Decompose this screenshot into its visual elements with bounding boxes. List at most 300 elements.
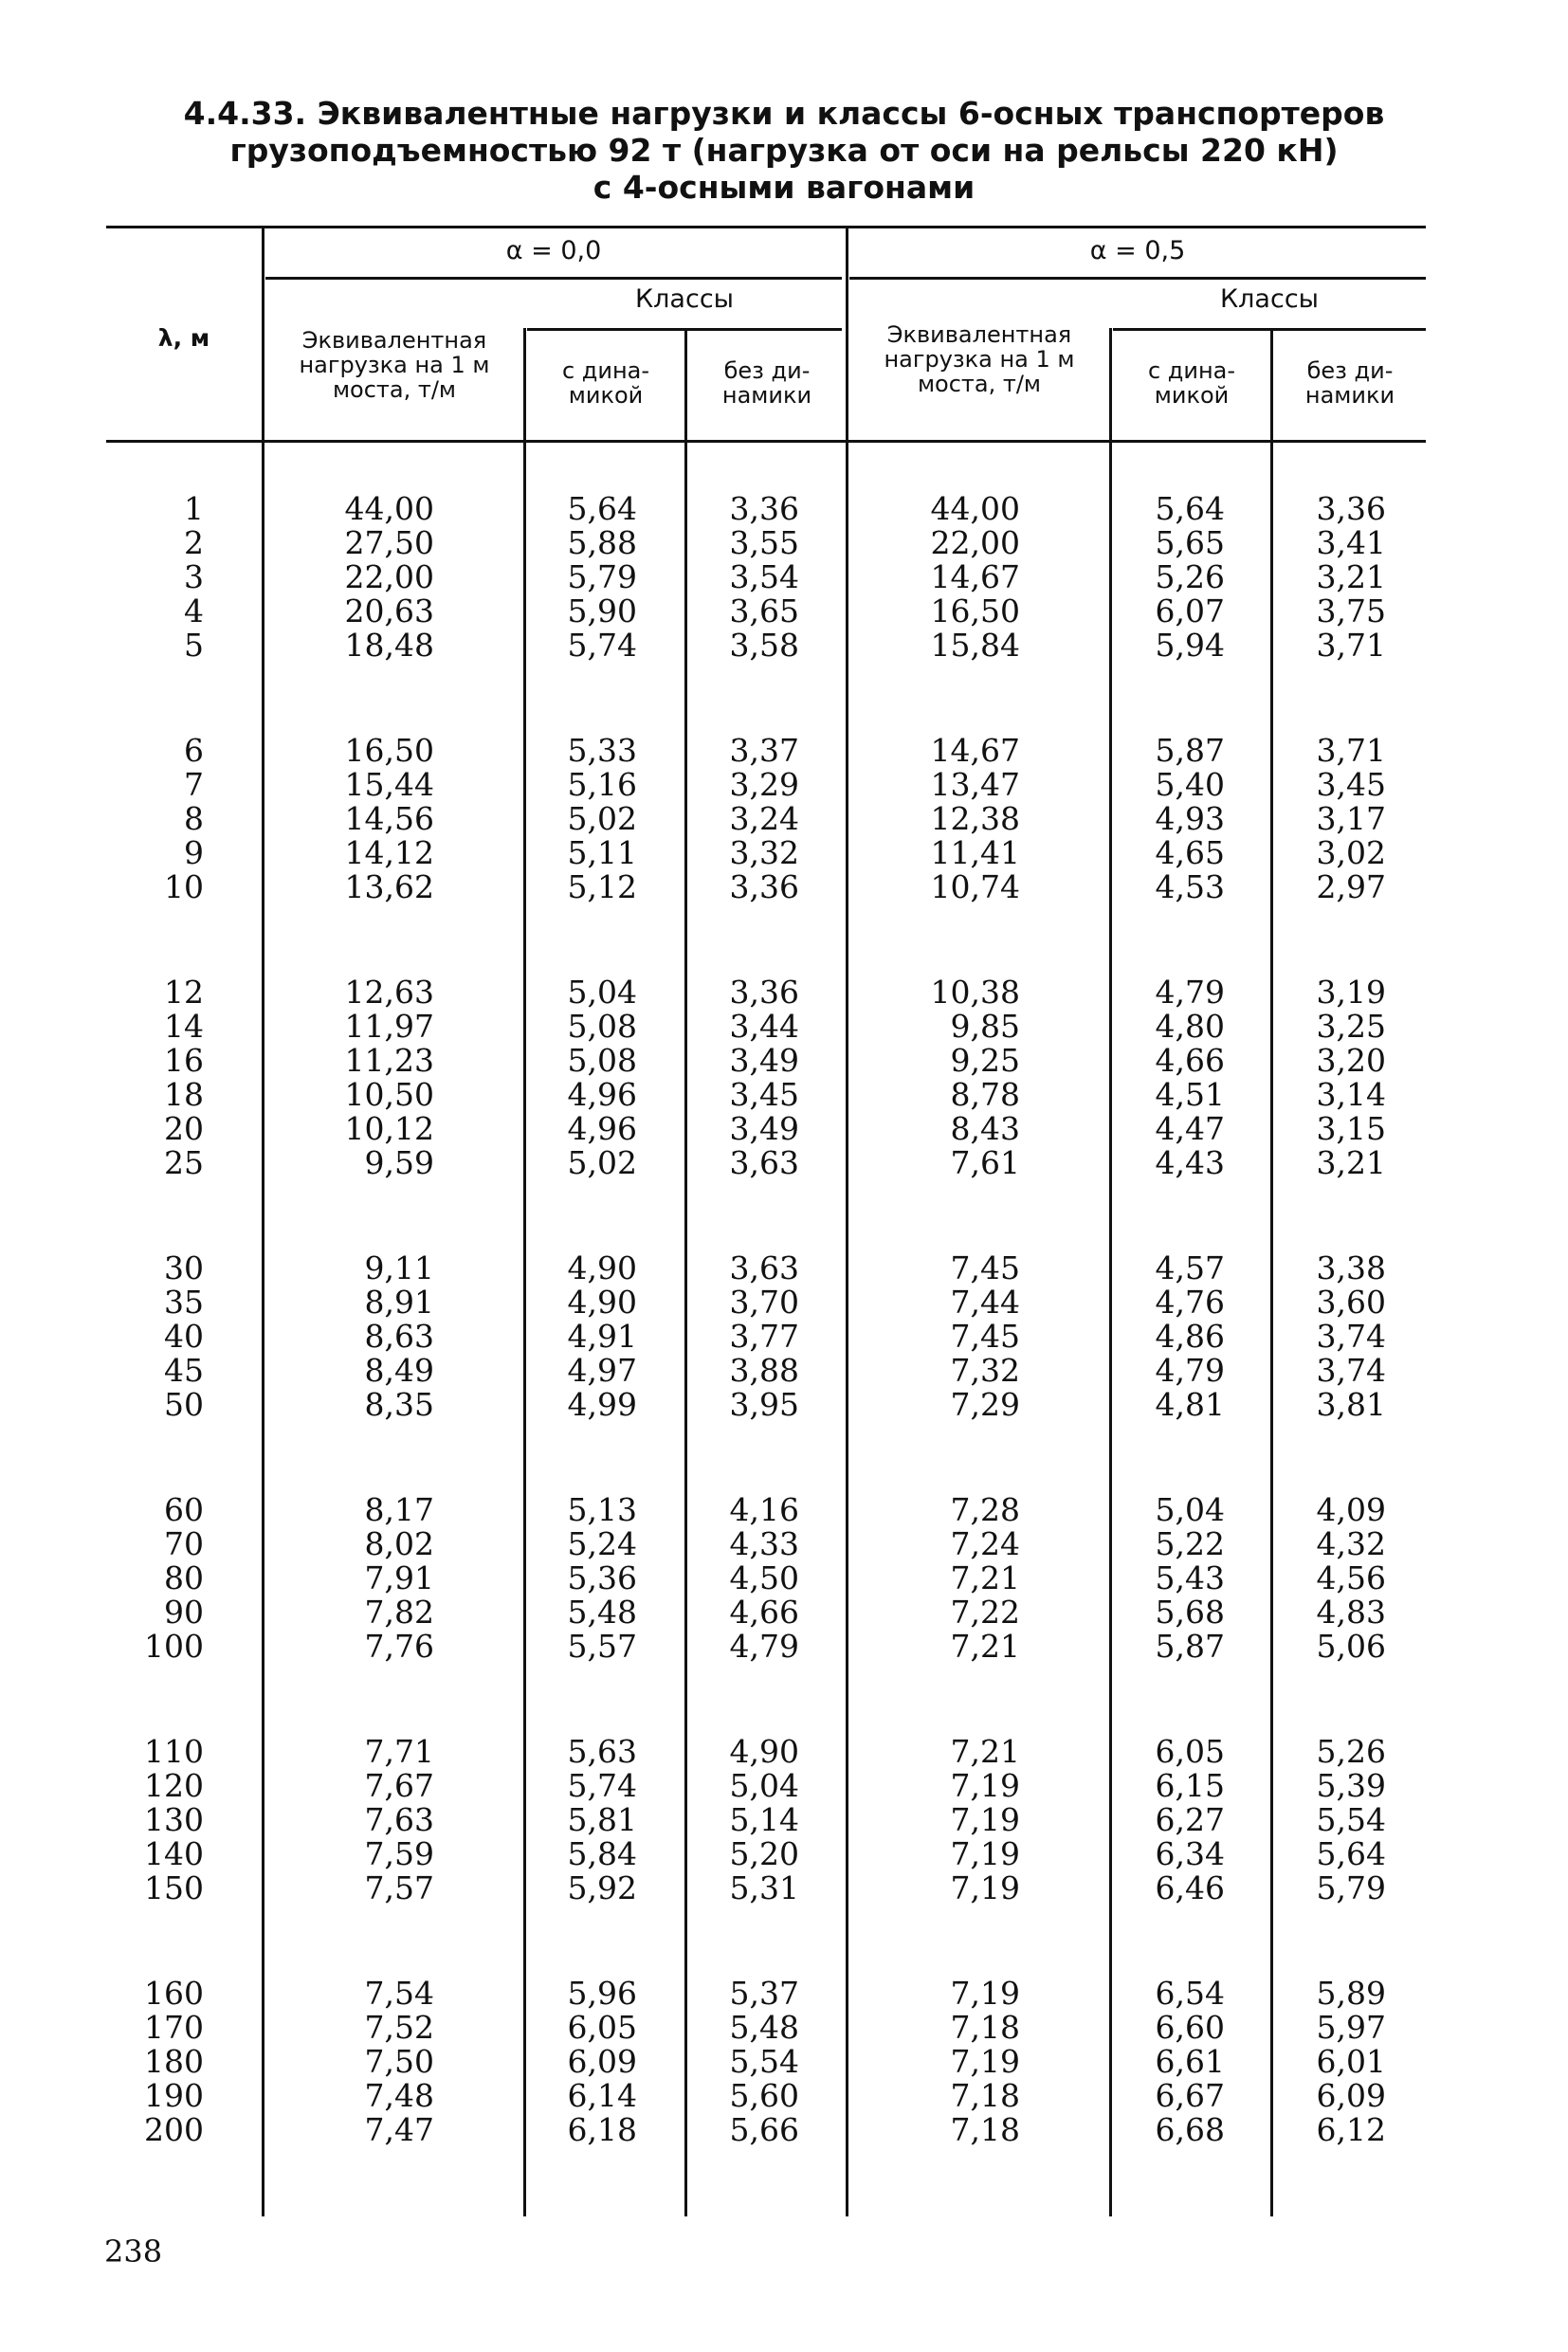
table-cell: 11,97	[344, 1008, 434, 1045]
column-a5-dyn	[1156, 492, 1225, 663]
table-cell: 3,55	[729, 524, 799, 561]
table-cell: 3,45	[1316, 766, 1386, 803]
table-cell: 5,22	[1155, 1525, 1225, 1562]
table-cell: 3,21	[1316, 558, 1386, 595]
table-cell: 3,02	[1316, 834, 1386, 871]
table-cell: 13,62	[344, 868, 434, 905]
table-cell: 7,19	[950, 1835, 1020, 1872]
table-cell: 4,43	[1155, 1144, 1225, 1181]
table-cell: 3,38	[1316, 1249, 1386, 1286]
table-cell: 15,44	[344, 766, 434, 803]
column-a5-load	[931, 492, 1020, 663]
table-cell: 16,50	[930, 593, 1020, 629]
table-cell: 5,92	[567, 1869, 637, 1906]
table-cell: 7,19	[950, 1869, 1020, 1906]
table-cell: 10,50	[344, 1076, 434, 1113]
equiv-load-line-2: нагрузка на 1 м	[884, 346, 1075, 373]
table-top-rule	[106, 226, 1426, 228]
column-a5-load	[951, 1977, 1020, 2147]
table-cell: 7,32	[950, 1352, 1020, 1389]
table-cell: 5,12	[567, 868, 637, 905]
header-equiv-load-alpha05	[849, 322, 1109, 396]
table-cell: 11,23	[344, 1042, 434, 1079]
column-a0-nodyn	[730, 1735, 799, 1905]
table-cell: 8,63	[364, 1318, 434, 1355]
table-cell: 5,37	[729, 1975, 799, 2012]
column-a0-load	[345, 975, 434, 1180]
equiv-load-line-1: Эквивалентная	[301, 327, 487, 354]
table-cell: 140	[144, 1835, 204, 1872]
table-cell: 44,00	[930, 490, 1020, 527]
table-cell: 2	[184, 524, 204, 561]
equiv-load-line-3: моста, т/м	[332, 376, 457, 403]
table-cell: 3,41	[1316, 524, 1386, 561]
table-cell: 5,84	[567, 1835, 637, 1872]
column-lambda	[144, 1977, 204, 2147]
table-cell: 7,76	[364, 1628, 434, 1665]
table-cell: 7,59	[364, 1835, 434, 1872]
table-cell: 7,50	[364, 2043, 434, 2080]
table-cell: 45	[164, 1352, 204, 1389]
table-cell: 3,88	[729, 1352, 799, 1389]
column-a0-nodyn	[730, 1251, 799, 1422]
table-cell: 5,81	[567, 1801, 637, 1838]
column-a5-load	[931, 734, 1020, 904]
column-a0-load	[365, 1977, 434, 2147]
table-cell: 110	[144, 1733, 204, 1770]
table-cell: 3,81	[1316, 1386, 1386, 1423]
table-cell: 4,33	[729, 1525, 799, 1562]
table-cell: 12,38	[930, 800, 1020, 837]
table-cell: 5,13	[567, 1491, 637, 1528]
table-cell: 1	[184, 490, 204, 527]
table-cell: 3,29	[729, 766, 799, 803]
table-cell: 3,74	[1316, 1318, 1386, 1355]
table-cell: 4,65	[1155, 834, 1225, 871]
table-cell: 4,81	[1155, 1386, 1225, 1423]
table-cell: 3,21	[1316, 1144, 1386, 1181]
table-cell: 4,90	[729, 1733, 799, 1770]
table-cell: 8,02	[364, 1525, 434, 1562]
table-cell: 5,08	[567, 1042, 637, 1079]
column-a0-dyn	[568, 1977, 637, 2147]
column-lambda	[164, 975, 204, 1180]
column-a0-load	[365, 1735, 434, 1905]
table-cell: 5,63	[567, 1733, 637, 1770]
table-cell: 35	[164, 1284, 204, 1321]
page-number: 238	[104, 2233, 163, 2270]
table-cell: 3,15	[1316, 1110, 1386, 1147]
table-cell: 5,54	[729, 2043, 799, 2080]
header-with-dynamics-alpha05	[1113, 358, 1270, 408]
table-cell: 7,44	[950, 1284, 1020, 1321]
table-cell: 7,63	[364, 1801, 434, 1838]
table-cell: 5,57	[567, 1628, 637, 1665]
table-cell: 5,24	[567, 1525, 637, 1562]
table-cell: 5,79	[567, 558, 637, 595]
table-cell: 5,48	[567, 1594, 637, 1631]
column-a5-nodyn	[1317, 1251, 1386, 1422]
table-cell: 4,96	[567, 1076, 637, 1113]
column-a0-nodyn	[730, 734, 799, 904]
table-cell: 3,70	[729, 1284, 799, 1321]
table-cell: 3,20	[1316, 1042, 1386, 1079]
column-a5-dyn	[1156, 1493, 1225, 1664]
column-a5-nodyn	[1317, 1977, 1386, 2147]
table-cell: 7,18	[950, 2111, 1020, 2148]
with-dyn-line-1: с дина-	[1147, 357, 1236, 384]
table-cell: 12	[164, 974, 204, 1011]
header-no-dynamics-alpha05	[1274, 358, 1426, 408]
table-cell: 3,19	[1316, 974, 1386, 1011]
table-cell: 30	[164, 1249, 204, 1286]
table-cell: 6,34	[1155, 1835, 1225, 1872]
table-cell: 4	[184, 593, 204, 629]
no-dyn-line-2: намики	[721, 382, 812, 409]
table-cell: 4,50	[729, 1559, 799, 1596]
table-cell: 3,74	[1316, 1352, 1386, 1389]
column-a0-nodyn	[730, 1493, 799, 1664]
table-cell: 7,45	[950, 1249, 1020, 1286]
table-cell: 4,93	[1155, 800, 1225, 837]
with-dyn-line-2: микой	[1154, 382, 1230, 409]
table-cell: 5,89	[1316, 1975, 1386, 2012]
table-cell: 6,15	[1155, 1767, 1225, 1804]
table-cell: 6,05	[567, 2009, 637, 2046]
table-cell: 15,84	[930, 627, 1020, 664]
table-cell: 8,17	[364, 1491, 434, 1528]
column-a5-dyn	[1156, 975, 1225, 1180]
table-cell: 7,54	[364, 1975, 434, 2012]
table-cell: 4,56	[1316, 1559, 1386, 1596]
table-cell: 4,76	[1155, 1284, 1225, 1321]
table-cell: 70	[164, 1525, 204, 1562]
table-cell: 4,90	[567, 1249, 637, 1286]
with-dyn-line-1: с дина-	[561, 357, 650, 384]
no-dyn-line-1: без ди-	[723, 357, 811, 384]
table-cell: 7,18	[950, 2009, 1020, 2046]
table-cell: 3,24	[729, 800, 799, 837]
column-a5-nodyn	[1317, 734, 1386, 904]
no-dyn-line-1: без ди-	[1306, 357, 1394, 384]
table-cell: 6,07	[1155, 593, 1225, 629]
table-cell: 40	[164, 1318, 204, 1355]
table-cell: 8,35	[364, 1386, 434, 1423]
table-cell: 14,67	[930, 558, 1020, 595]
column-a0-nodyn	[730, 492, 799, 663]
table-cell: 20	[164, 1110, 204, 1147]
table-cell: 7,48	[364, 2077, 434, 2114]
table-cell: 3,32	[729, 834, 799, 871]
table-cell: 6,14	[567, 2077, 637, 2114]
table-cell: 5,87	[1155, 1628, 1225, 1665]
table-cell: 7,21	[950, 1733, 1020, 1770]
table-cell: 3,75	[1316, 593, 1386, 629]
table-cell: 7,67	[364, 1767, 434, 1804]
table-cell: 16,50	[344, 732, 434, 769]
table-cell: 7,29	[950, 1386, 1020, 1423]
table-cell: 6,60	[1155, 2009, 1225, 2046]
table-cell: 3,65	[729, 593, 799, 629]
table-cell: 3,25	[1316, 1008, 1386, 1045]
table-cell: 5,11	[567, 834, 637, 871]
column-a5-nodyn	[1317, 1735, 1386, 1905]
table-cell: 5,60	[729, 2077, 799, 2114]
table-cell: 9,25	[950, 1042, 1020, 1079]
table-cell: 120	[144, 1767, 204, 1804]
table-cell: 3,63	[729, 1249, 799, 1286]
table-cell: 3,71	[1316, 627, 1386, 664]
table-cell: 5,87	[1155, 732, 1225, 769]
column-a5-dyn	[1156, 1251, 1225, 1422]
table-cell: 5,96	[567, 1975, 637, 2012]
header-alpha-0: α = 0,0	[505, 236, 602, 265]
column-a0-load	[345, 492, 434, 663]
table-cell: 3,14	[1316, 1076, 1386, 1113]
table-cell: 6,27	[1155, 1801, 1225, 1838]
equiv-load-line-1: Эквивалентная	[886, 321, 1072, 348]
table-cell: 6,09	[1316, 2077, 1386, 2114]
table-cell: 5,40	[1155, 766, 1225, 803]
column-lambda	[144, 1735, 204, 1905]
table-cell: 5,88	[567, 524, 637, 561]
column-a0-load	[365, 1251, 434, 1422]
table-cell: 10,12	[344, 1110, 434, 1147]
table-cell: 3,54	[729, 558, 799, 595]
table-cell: 7,71	[364, 1733, 434, 1770]
table-cell: 4,32	[1316, 1525, 1386, 1562]
header-lambda: λ, м	[157, 324, 210, 352]
table-cell: 4,83	[1316, 1594, 1386, 1631]
column-a0-dyn	[568, 1735, 637, 1905]
header-equiv-load-alpha0	[265, 328, 523, 402]
table-cell: 7,21	[950, 1559, 1020, 1596]
table-cell: 5,90	[567, 593, 637, 629]
table-cell: 7,61	[950, 1144, 1020, 1181]
table-cell: 5,02	[567, 1144, 637, 1181]
with-dyn-line-2: микой	[568, 382, 644, 409]
table-cell: 4,66	[729, 1594, 799, 1631]
table-cell: 5,04	[567, 974, 637, 1011]
column-a0-nodyn	[730, 975, 799, 1180]
header-no-dynamics-alpha0	[688, 358, 846, 408]
title-line-1: 4.4.33. Эквивалентные нагрузки и классы 6-осных транспортеров	[183, 95, 1385, 132]
table-cell: 5,48	[729, 2009, 799, 2046]
table-cell: 18	[164, 1076, 204, 1113]
table-cell: 3,95	[729, 1386, 799, 1423]
table-cell: 5,74	[567, 627, 637, 664]
table-cell: 20,63	[344, 593, 434, 629]
table-cell: 6,61	[1155, 2043, 1225, 2080]
column-a5-dyn	[1156, 1977, 1225, 2147]
column-a5-dyn	[1156, 734, 1225, 904]
table-cell: 7,18	[950, 2077, 1020, 2114]
table-cell: 6,18	[567, 2111, 637, 2148]
table-cell: 4,51	[1155, 1076, 1225, 1113]
table-cell: 5	[184, 627, 204, 664]
table-cell: 5,94	[1155, 627, 1225, 664]
table-cell: 6,46	[1155, 1869, 1225, 1906]
table-cell: 4,86	[1155, 1318, 1225, 1355]
column-a0-dyn	[568, 492, 637, 663]
table-cell: 9,85	[950, 1008, 1020, 1045]
table-cell: 13,47	[930, 766, 1020, 803]
table-cell: 3,44	[729, 1008, 799, 1045]
table-cell: 6,67	[1155, 2077, 1225, 2114]
table-cell: 7,19	[950, 1801, 1020, 1838]
header-classes-alpha0: Классы	[635, 284, 734, 314]
column-a5-load	[931, 975, 1020, 1180]
table-cell: 8,91	[364, 1284, 434, 1321]
table-cell: 170	[144, 2009, 204, 2046]
table-cell: 14,67	[930, 732, 1020, 769]
table-cell: 5,14	[729, 1801, 799, 1838]
table-cell: 6,09	[567, 2043, 637, 2080]
table-cell: 5,65	[1155, 524, 1225, 561]
header-with-dynamics-alpha0	[527, 358, 684, 408]
table-cell: 8	[184, 800, 204, 837]
table-cell: 18,48	[344, 627, 434, 664]
table-cell: 5,74	[567, 1767, 637, 1804]
table-cell: 9,11	[364, 1249, 434, 1286]
column-lambda	[164, 734, 204, 904]
table-cell: 130	[144, 1801, 204, 1838]
column-a0-load	[345, 734, 434, 904]
table-cell: 100	[144, 1628, 204, 1665]
table-cell: 180	[144, 2043, 204, 2080]
header-bottom-rule	[106, 440, 1426, 443]
table-cell: 4,90	[567, 1284, 637, 1321]
column-a5-load	[951, 1251, 1020, 1422]
table-cell: 14	[164, 1008, 204, 1045]
table-cell: 6	[184, 732, 204, 769]
table-cell: 3,71	[1316, 732, 1386, 769]
column-a0-dyn	[568, 1251, 637, 1422]
table-cell: 7,52	[364, 2009, 434, 2046]
table-cell: 4,16	[729, 1491, 799, 1528]
table-cell: 3,45	[729, 1076, 799, 1113]
column-a0-load	[365, 1493, 434, 1664]
table-cell: 3,58	[729, 627, 799, 664]
table-cell: 8,78	[950, 1076, 1020, 1113]
table-cell: 150	[144, 1869, 204, 1906]
table-cell: 6,05	[1155, 1733, 1225, 1770]
table-cell: 3,63	[729, 1144, 799, 1181]
table-cell: 5,79	[1316, 1869, 1386, 1906]
column-a5-load	[951, 1493, 1020, 1664]
table-cell: 11,41	[930, 834, 1020, 871]
table-cell: 14,56	[344, 800, 434, 837]
table-cell: 5,26	[1155, 558, 1225, 595]
table-cell: 7,19	[950, 2043, 1020, 2080]
table-cell: 5,64	[1316, 1835, 1386, 1872]
column-a0-dyn	[568, 975, 637, 1180]
equiv-load-line-2: нагрузка на 1 м	[299, 352, 490, 378]
table-cell: 3,37	[729, 732, 799, 769]
column-lambda	[184, 492, 204, 663]
table-cell: 7,19	[950, 1767, 1020, 1804]
table-cell: 3,77	[729, 1318, 799, 1355]
vrule-1	[262, 226, 264, 2216]
table-cell: 2,97	[1316, 868, 1386, 905]
table-cell: 4,79	[1155, 1352, 1225, 1389]
table-cell: 10,38	[930, 974, 1020, 1011]
table-cell: 7,57	[364, 1869, 434, 1906]
table-cell: 16	[164, 1042, 204, 1079]
table-cell: 5,04	[1155, 1491, 1225, 1528]
table-cell: 3,60	[1316, 1284, 1386, 1321]
column-a5-nodyn	[1317, 492, 1386, 663]
table-cell: 6,68	[1155, 2111, 1225, 2148]
table-cell: 9	[184, 834, 204, 871]
table-cell: 4,66	[1155, 1042, 1225, 1079]
table-cell: 3,36	[729, 974, 799, 1011]
table-cell: 8,49	[364, 1352, 434, 1389]
column-lambda	[144, 1493, 204, 1664]
table-cell: 200	[144, 2111, 204, 2148]
table-cell: 7,22	[950, 1594, 1020, 1631]
table-cell: 5,54	[1316, 1801, 1386, 1838]
title-line-2: грузоподъемностью 92 т (нагрузка от оси на рельсы 220 кН)	[229, 132, 1339, 169]
table-cell: 5,33	[567, 732, 637, 769]
column-lambda	[164, 1251, 204, 1422]
table-cell: 80	[164, 1559, 204, 1596]
vrule-6	[1270, 328, 1273, 2216]
vrule-5	[1109, 328, 1112, 2216]
table-cell: 27,50	[344, 524, 434, 561]
vrule-2	[523, 328, 526, 2216]
table-cell: 5,06	[1316, 1628, 1386, 1665]
table-cell: 44,00	[344, 490, 434, 527]
column-a0-dyn	[568, 734, 637, 904]
table-cell: 12,63	[344, 974, 434, 1011]
column-a5-load	[951, 1735, 1020, 1905]
table-cell: 3,49	[729, 1110, 799, 1147]
no-dyn-line-2: намики	[1304, 382, 1395, 409]
table-cell: 5,64	[1155, 490, 1225, 527]
table-cell: 10	[164, 868, 204, 905]
table-cell: 3,17	[1316, 800, 1386, 837]
table-cell: 3	[184, 558, 204, 595]
column-a5-nodyn	[1317, 975, 1386, 1180]
table-cell: 10,74	[930, 868, 1020, 905]
table-cell: 6,01	[1316, 2043, 1386, 2080]
table-cell: 5,20	[729, 1835, 799, 1872]
table-cell: 160	[144, 1975, 204, 2012]
table-cell: 7,82	[364, 1594, 434, 1631]
table-cell: 5,68	[1155, 1594, 1225, 1631]
header-classes-alpha05: Классы	[1220, 284, 1319, 314]
table-cell: 5,66	[729, 2111, 799, 2148]
table-cell: 4,57	[1155, 1249, 1225, 1286]
table-cell: 4,96	[567, 1110, 637, 1147]
table-cell: 4,79	[729, 1628, 799, 1665]
table-cell: 5,97	[1316, 2009, 1386, 2046]
table-cell: 60	[164, 1491, 204, 1528]
table-cell: 3,36	[1316, 490, 1386, 527]
equiv-load-line-3: моста, т/м	[917, 371, 1042, 397]
table-cell: 3,36	[729, 490, 799, 527]
alpha05-underline	[849, 277, 1426, 280]
table-cell: 7,19	[950, 1975, 1020, 2012]
table-cell: 4,79	[1155, 974, 1225, 1011]
table-title	[0, 95, 1568, 206]
table-cell: 5,36	[567, 1559, 637, 1596]
table-cell: 5,26	[1316, 1733, 1386, 1770]
table-cell: 3,49	[729, 1042, 799, 1079]
table-cell: 6,54	[1155, 1975, 1225, 2012]
table-cell: 7,47	[364, 2111, 434, 2148]
